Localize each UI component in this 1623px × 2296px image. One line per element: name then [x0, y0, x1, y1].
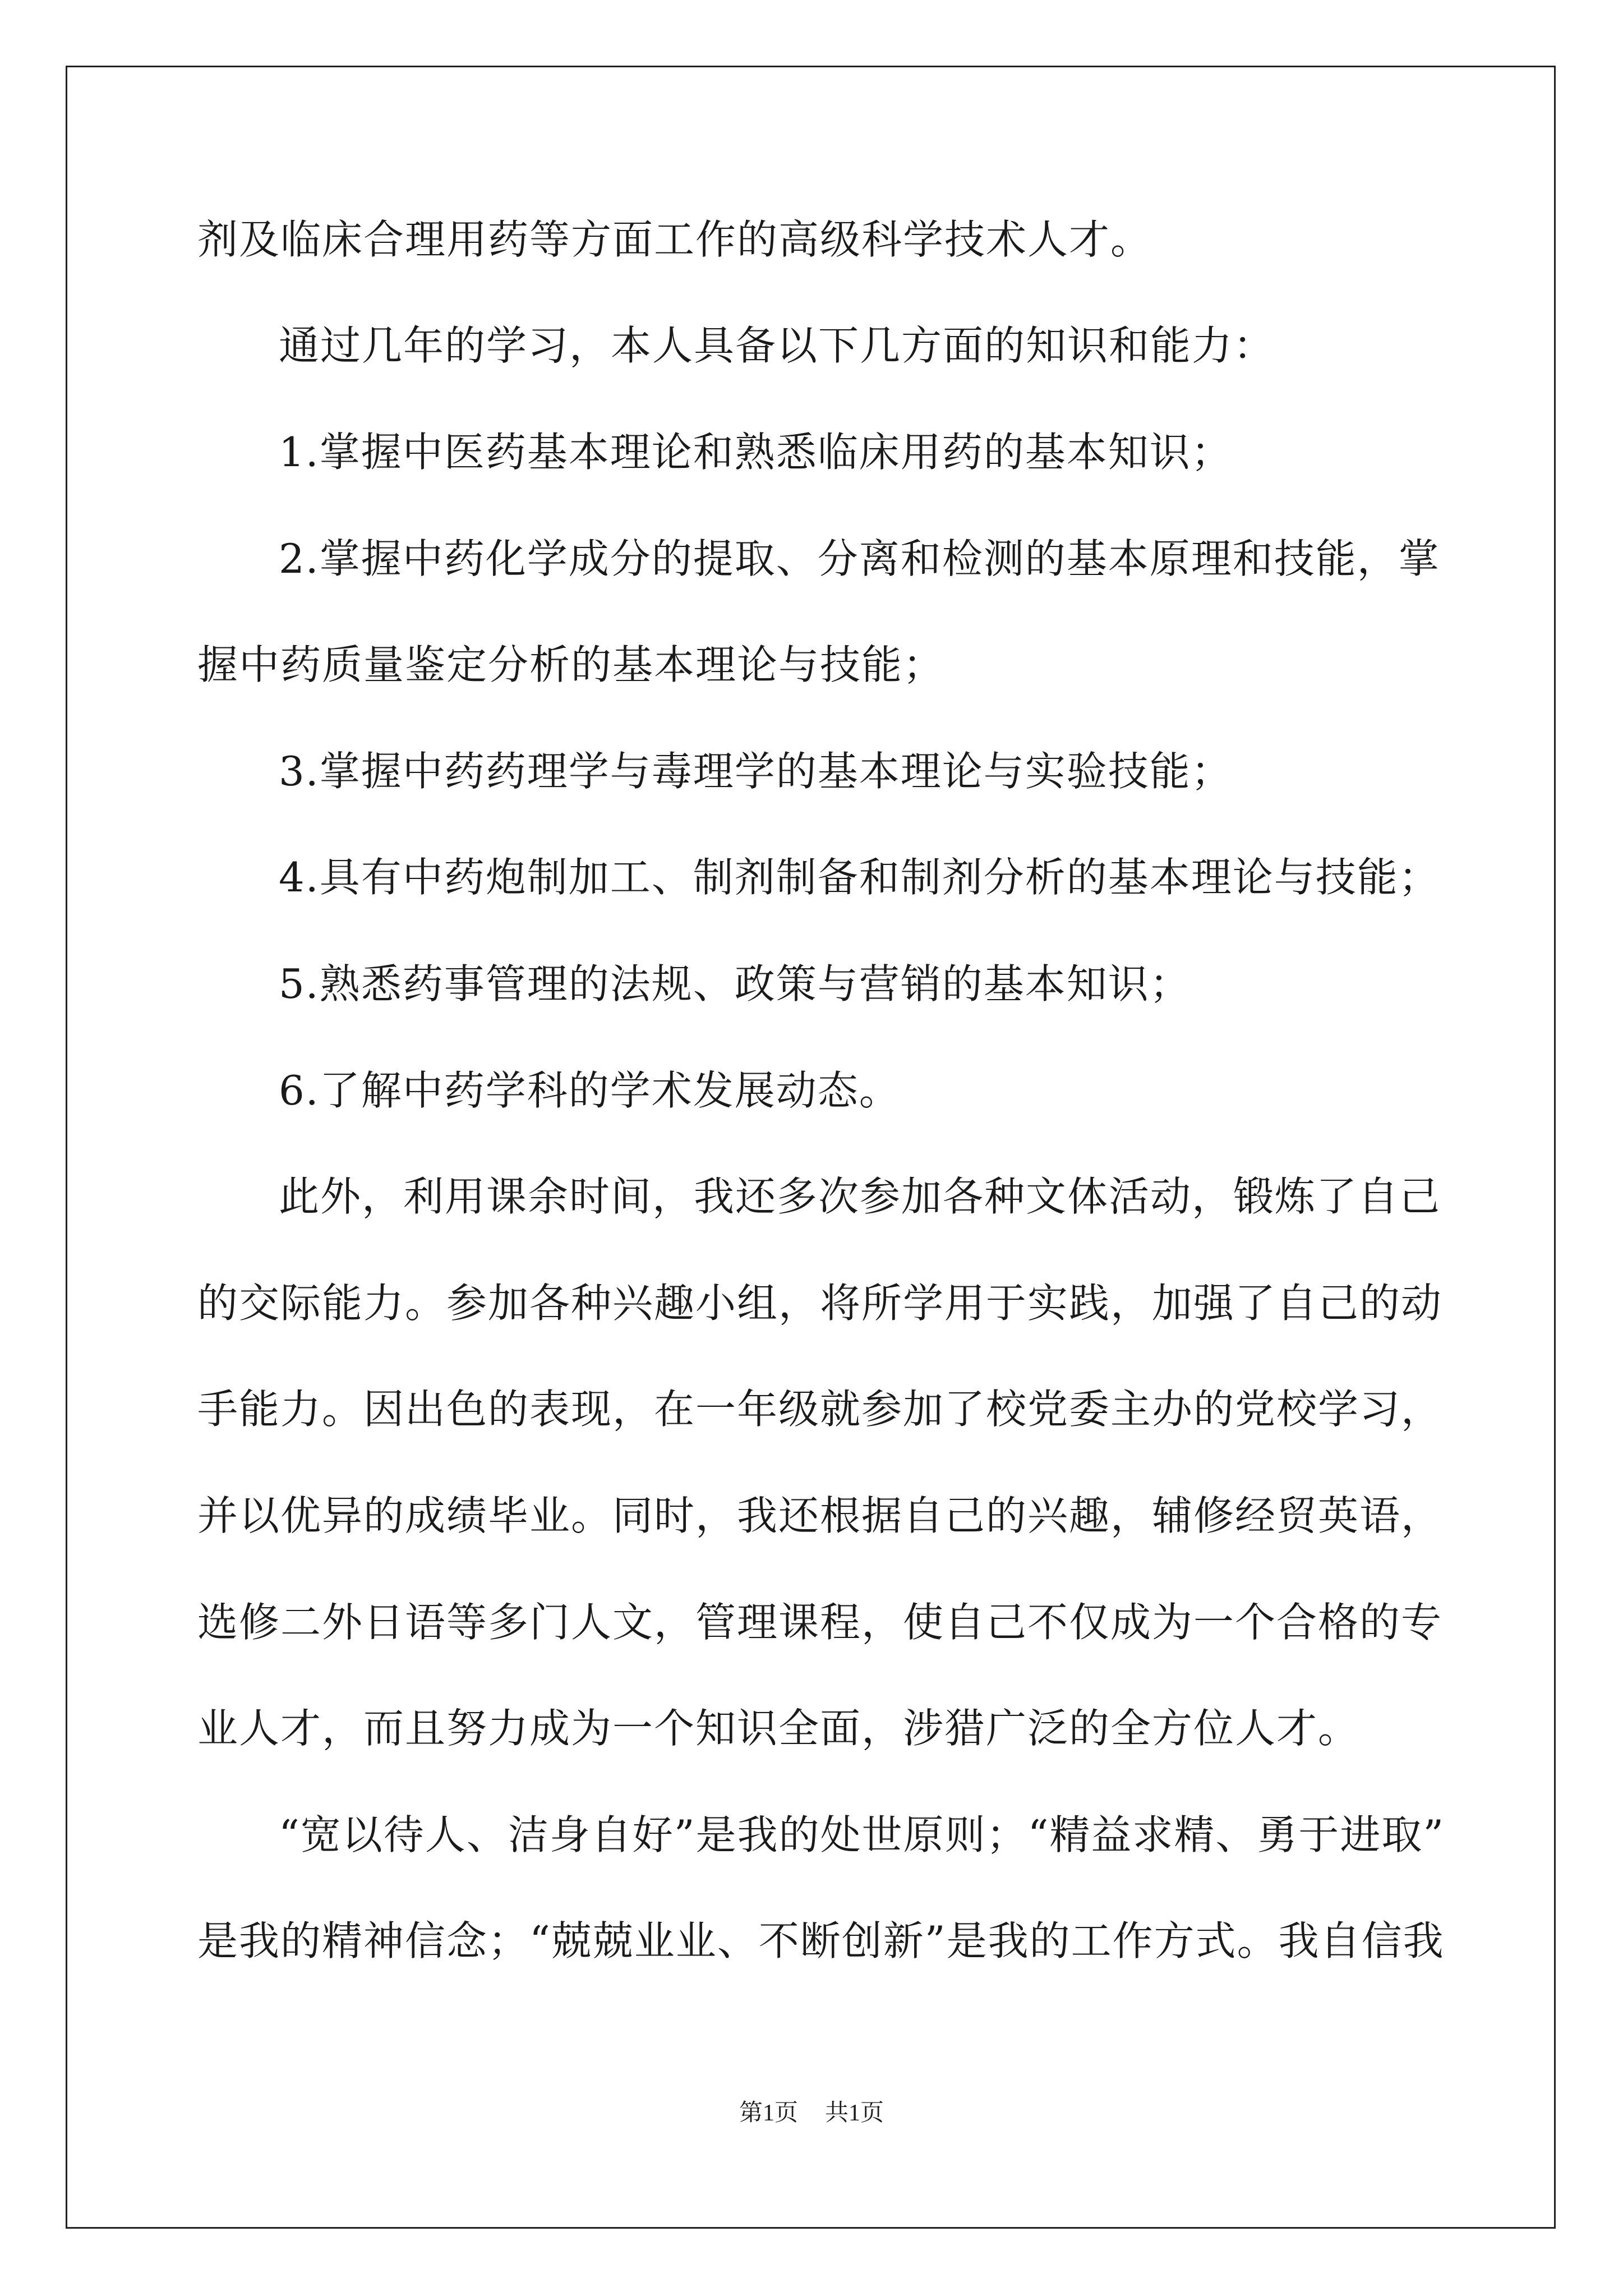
page-footer — [0, 2096, 1623, 2130]
text-line: 的交际能力。参加各种兴趣小组，将所学用于实践，加强了自己的动 — [197, 1280, 1443, 1327]
list-item: 4.具有中药炮制加工、制剂制备和制剂分析的基本理论与技能； — [279, 854, 1440, 901]
text-line: 选修二外日语等多门人文，管理课程，使自己不仅成为一个合格的专 — [197, 1599, 1443, 1646]
page-number: 第1页 — [739, 2100, 798, 2126]
text-line: 剂及临床合理用药等方面工作的高级科学技术人才。 — [197, 216, 1152, 263]
list-item: 1.掌握中医药基本理论和熟悉临床用药的基本知识； — [279, 429, 1233, 476]
page-border — [66, 66, 1556, 2229]
text-line: 是我的精神信念；“兢兢业业、不断创新”是我的工作方式。我自信我 — [197, 1917, 1445, 1964]
list-item: 2.掌握中药化学成分的提取、分离和检测的基本原理和技能，掌 — [279, 535, 1440, 582]
list-item: 6.了解中药学科的学术发展动态。 — [279, 1067, 901, 1114]
page-count: 共1页 — [825, 2100, 884, 2126]
text-line: 并以优异的成绩毕业。同时，我还根据自己的兴趣，辅修经贸英语， — [197, 1492, 1443, 1539]
text-line: 手能力。因出色的表现，在一年级就参加了校党委主办的党校学习， — [197, 1386, 1443, 1433]
list-item: 5.熟悉药事管理的法规、政策与营销的基本知识； — [279, 960, 1191, 1007]
text-line: 通过几年的学习，本人具备以下几方面的知识和能力： — [279, 322, 1275, 369]
text-line: 业人才，而且努力成为一个知识全面，涉猎广泛的全方位人才。 — [197, 1705, 1360, 1752]
text-line: 握中药质量鉴定分析的基本理论与技能； — [197, 641, 945, 688]
list-item: 3.掌握中药药理学与毒理学的基本理论与实验技能； — [279, 748, 1233, 795]
text-line: “宽以待人、洁身自好”是我的处世原则；“精益求精、勇于进取” — [279, 1811, 1445, 1858]
text-line: 此外，利用课余时间，我还多次参加各种文体活动，锻炼了自己 — [279, 1173, 1441, 1220]
